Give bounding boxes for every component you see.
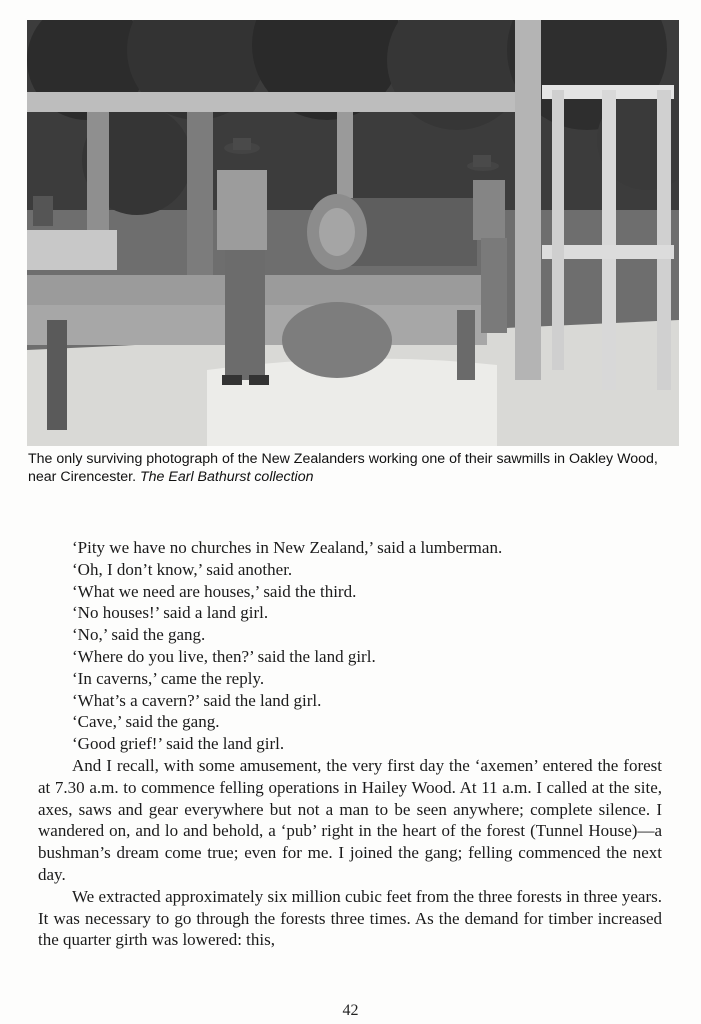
photo-caption — [28, 450, 688, 486]
caption-credit: The Earl Bathurst collection — [140, 469, 314, 485]
dialogue-line: ‘No houses!’ said a land girl. — [72, 603, 269, 623]
dialogue-line: ‘What we need are houses,’ said the third. — [72, 581, 357, 601]
paragraph: And I recall, with some amusement, the very first day the ‘axemen’ entered the forest at 7.30 a.m. to commence felling operations in Hailey Wood. At 11 a.m. I called at the site, axes, saws and gear everywhere but not a man to be seen anywhere; complete silence. I wandered on, and lo and behold, a ‘pub’ right in the heart of the forest (Tunnel House)—a bushman’s dream come true; even for me. I joined the gang; felling commenced the next day. — [38, 755, 662, 884]
dialogue-line: ‘Oh, I don’t know,’ said another. — [72, 559, 293, 579]
sawmill-photograph — [27, 20, 679, 446]
page-number: 42 — [342, 1002, 359, 1019]
body-text — [38, 537, 662, 951]
dialogue-line: ‘Pity we have no churches in New Zealand,’ said a lumberman. — [72, 538, 503, 557]
dialogue-line: ‘Good grief!’ said the land girl. — [72, 734, 285, 754]
caption-text: The only surviving photograph of the New Zealanders working one of their sawmills in Oakley Wood, near Cirencester. — [28, 451, 658, 485]
dialogue-line: ‘No,’ said the gang. — [72, 625, 206, 645]
dialogue-line: ‘In caverns,’ came the reply. — [72, 668, 265, 688]
dialogue-line: ‘Where do you live, then?’ said the land girl. — [72, 646, 376, 666]
dialogue-line: ‘Cave,’ said the gang. — [72, 712, 220, 732]
paragraph: We extracted approximately six million cubic feet from the three forests in three years. It was necessary to go through the forests three times. As the demand for timber increased the quarter girth was lowered: this, — [38, 886, 662, 950]
dialogue-line: ‘What’s a cavern?’ said the land girl. — [72, 690, 322, 710]
